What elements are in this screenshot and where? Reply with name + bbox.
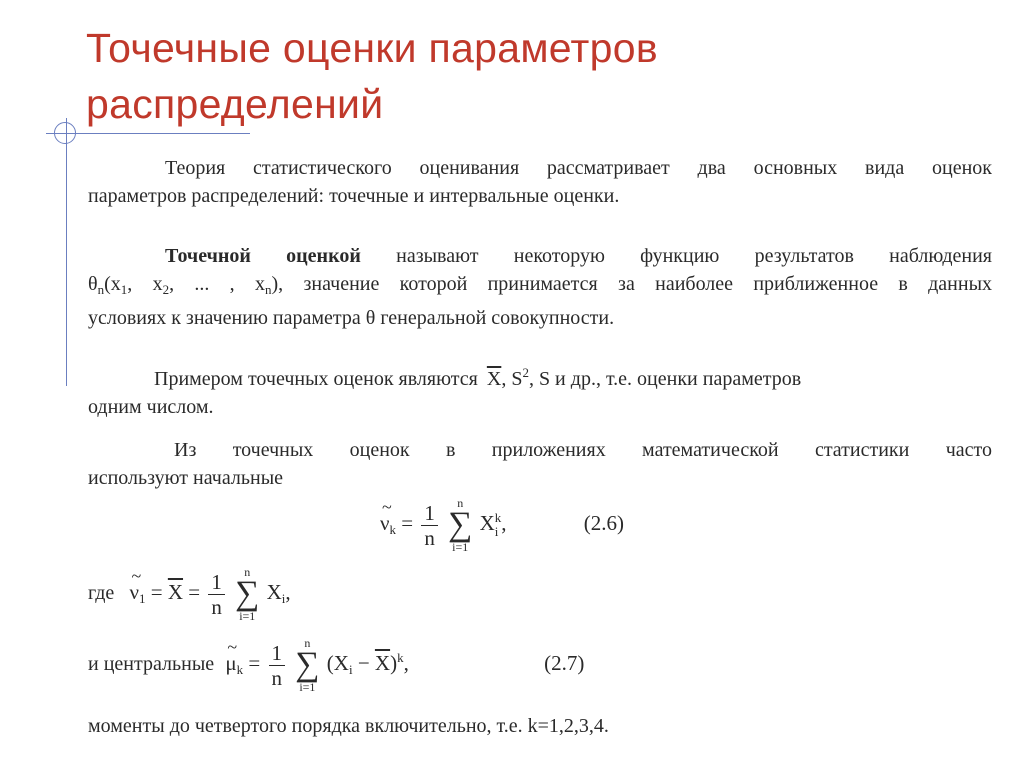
decor-horizontal-line xyxy=(46,133,250,134)
equals-sign-2: = xyxy=(188,579,201,604)
paren-open-x: (X xyxy=(326,650,349,675)
paragraph-intro xyxy=(88,154,992,210)
nu-tilde xyxy=(380,511,390,536)
mu-tilde xyxy=(225,651,236,676)
definition-line-2 xyxy=(88,270,992,304)
sum-lower: i=1 xyxy=(299,680,316,694)
equation-2-6 xyxy=(380,497,624,553)
equals-sign: = xyxy=(401,510,414,535)
definition-line-1-rest: называют некоторую функцию результатов наблюдения xyxy=(396,245,992,267)
sub-1: 1 xyxy=(120,282,128,297)
sum-lower: i=1 xyxy=(239,609,256,623)
intro-line-1: Теория статистического оценивания рассматривает два основных вида оценок xyxy=(165,157,992,179)
central-label: и центральные xyxy=(88,652,215,675)
theta-sub-n: n xyxy=(97,282,105,297)
title-line-1: Точечные оценки параметров xyxy=(86,25,658,71)
examples-line-2: одним числом. xyxy=(88,396,214,418)
x-bar-symbol: $\overline{X}$ xyxy=(167,579,184,604)
sum-upper: n xyxy=(304,636,311,650)
decor-crosshair-circle xyxy=(54,122,76,144)
examples-lead: Примером точечных оценок являются xyxy=(154,368,478,390)
equals-sign: = xyxy=(150,579,163,604)
definition-line-2-rest: значение которой принимается за наиболее приближенное в данных xyxy=(303,273,993,295)
summation xyxy=(235,566,259,622)
args-dots: , ... , x xyxy=(169,273,265,295)
frac-denominator: n xyxy=(271,665,283,690)
eq-comma: , xyxy=(501,510,507,535)
sub-n: n xyxy=(264,282,272,297)
title-line-2: распределений xyxy=(86,81,384,127)
args-close: ), xyxy=(271,273,284,295)
x-sub-i: i xyxy=(494,524,499,539)
examples-s: , S xyxy=(501,368,523,390)
closing-line: моменты до четвертого порядка включительно, т.е. k=1,2,3,4. xyxy=(88,715,609,737)
minus-sign: − xyxy=(357,650,370,675)
power-k: k xyxy=(397,649,404,665)
frac-denominator: n xyxy=(424,525,435,550)
args-open: (x xyxy=(104,273,121,295)
theta-symbol: θ xyxy=(88,273,98,295)
frac-numerator: 1 xyxy=(208,570,225,595)
equation-number: (2.6) xyxy=(583,510,625,535)
nu-symbol: ν xyxy=(129,579,140,604)
x-bar-symbol: $\overline{X}$ xyxy=(486,368,502,390)
examples-line-1 xyxy=(88,359,992,393)
equation-mean xyxy=(88,566,291,622)
examples-sq: 2 xyxy=(522,365,529,380)
x-sub-i: i xyxy=(281,590,286,606)
eq-comma: , xyxy=(403,650,409,675)
x-variable: X xyxy=(479,510,495,535)
definition-line-1 xyxy=(88,242,992,270)
decor-vertical-line xyxy=(66,118,67,386)
nu-sub-k: k xyxy=(389,521,396,537)
sum-upper: n xyxy=(244,565,251,579)
x-variable: X xyxy=(266,579,282,604)
applications-line-2: используют начальные xyxy=(88,467,284,489)
eq-comma: , xyxy=(285,579,291,604)
sum-lower: i=1 xyxy=(452,540,469,554)
examples-tail: , S и др., т.е. оценки параметров xyxy=(528,368,802,390)
paren-close: ) xyxy=(390,650,398,675)
paragraph-definition xyxy=(88,242,992,332)
nu-sub-1: 1 xyxy=(139,590,146,606)
where-label: где xyxy=(88,581,115,604)
slide-title xyxy=(86,20,986,132)
fraction-1-over-n xyxy=(421,501,438,550)
mu-sub-k: k xyxy=(236,661,244,677)
fraction-1-over-n xyxy=(269,641,286,690)
x-bar-symbol: $\overline{X}$ xyxy=(374,650,391,675)
mu-symbol: μ xyxy=(225,650,237,675)
sigma-symbol: ∑ xyxy=(448,506,473,543)
paragraph-examples xyxy=(88,359,992,421)
nu-tilde xyxy=(130,580,140,605)
sigma-symbol: ∑ xyxy=(235,575,260,612)
args-comma: , x xyxy=(127,273,163,295)
sum-upper: n xyxy=(457,496,464,510)
fraction-1-over-n xyxy=(208,570,225,619)
x-sup-k: k xyxy=(494,510,502,525)
sub-2: 2 xyxy=(162,282,170,297)
definition-line-3: условиях к значению параметра θ генеральной совокупности. xyxy=(88,307,615,329)
sigma-symbol: ∑ xyxy=(295,646,320,683)
summation xyxy=(295,637,319,693)
frac-numerator: 1 xyxy=(421,501,438,526)
paragraph-closing xyxy=(88,712,992,740)
intro-line-2: параметров распределений: точечные и интервальные оценки. xyxy=(88,185,620,207)
frac-denominator: n xyxy=(211,594,222,619)
equation-number: (2.7) xyxy=(544,650,585,675)
equals-sign: = xyxy=(248,650,261,675)
term-point-estimate: Точечной оценкой xyxy=(165,245,361,267)
frac-numerator: 1 xyxy=(269,641,286,666)
paragraph-applications xyxy=(88,436,992,492)
x-sub-i: i xyxy=(348,661,353,677)
applications-line-1: Из точечных оценок в приложениях математической статистики часто xyxy=(174,439,992,461)
equation-2-7 xyxy=(88,637,584,693)
summation xyxy=(448,497,472,553)
nu-symbol: ν xyxy=(380,510,390,535)
